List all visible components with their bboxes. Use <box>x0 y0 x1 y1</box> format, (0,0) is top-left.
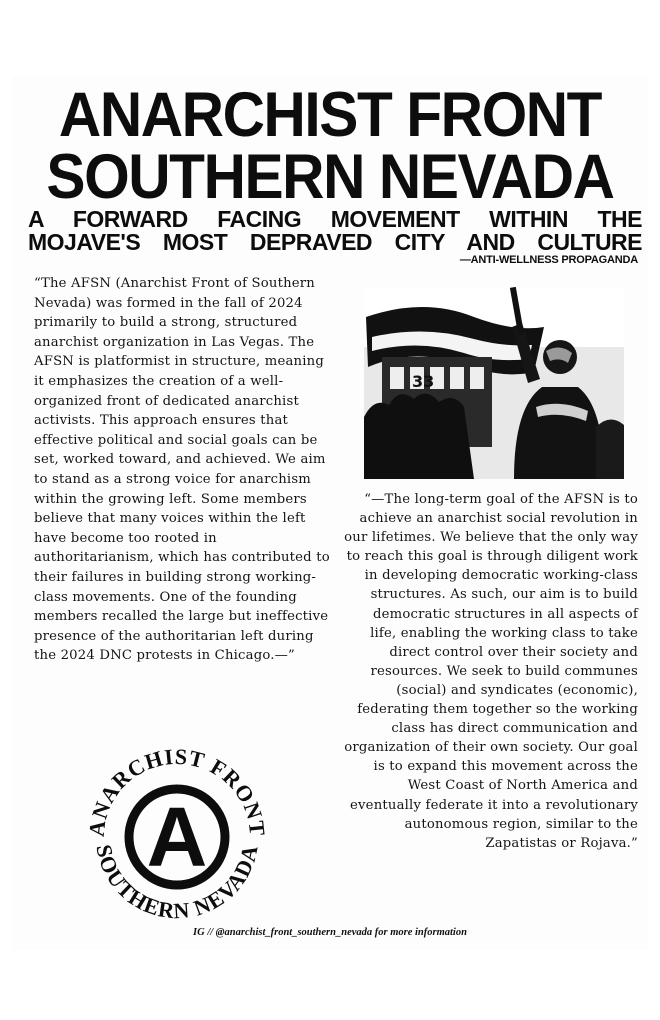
poster-subtitle-line-1: A FORWARD FACING MOVEMENT WITHIN THE <box>28 206 642 232</box>
poster-subtitle-line-2: MOJAVE'S MOST DEPRAVED CITY AND CULTURE <box>28 229 642 255</box>
circle-a-emblem-icon <box>82 742 272 932</box>
emblem-bottom-text: SOUTHERN NEVADA <box>91 842 263 924</box>
left-quote: “The AFSN (Anarchist Front of Southern Nevada) was formed in the fall of 2024 primarily to build a strong, structured anarchist organization in Las Vegas. The AFSN is platformist in structure, meaning it emphasizes the creation of a well-organized front of dedicated anarchist activists. This approach ensures that effective political and social goals can be set, worked toward, and achieved. We aim to stand as a strong voice for anarchism within the growing left. Some members believe that many voices within the left have become too rooted in authoritarianism, which has contributed to their failures in building strong working-class movements. One of the founding members recalled the large but ineffective presence of the authoritarian left during the 2024 DNC protests in Chicago.—” <box>34 276 330 664</box>
right-quote: “—The long-term goal of the AFSN is to achieve an anarchist social revolution in our lifetimes. We believe that the only way to reach this goal is through diligent work in developing democratic working-class structures. As such, our aim is to build democratic structures in all aspects of life, enabling the working class to take direct control over their society and resources. We seek to build communes (social) and syndicates (economic), federating them together so the working class has direct communication and organization of their own society. Our goal is to expand this movement across the West Coast of North America and eventually federate it into a revolutionary autonomous region, similar to the Zapatistas or Rojava.” <box>344 492 638 851</box>
emblem-center-letter: A <box>146 790 208 884</box>
emblem-top-text: ANARCHIST FRONT <box>83 743 271 838</box>
attribution: —ANTI-WELLNESS PROPAGANDA <box>459 254 638 266</box>
svg-text:33: 33 <box>412 372 435 391</box>
poster-title-line-1: ANARCHIST FRONT <box>58 80 602 150</box>
footer-instagram: IG // @anarchist_front_southern_nevada for more information <box>193 927 467 938</box>
poster-title-line-2: SOUTHERN NEVADA <box>46 142 614 212</box>
protest-photo-icon <box>364 287 624 479</box>
